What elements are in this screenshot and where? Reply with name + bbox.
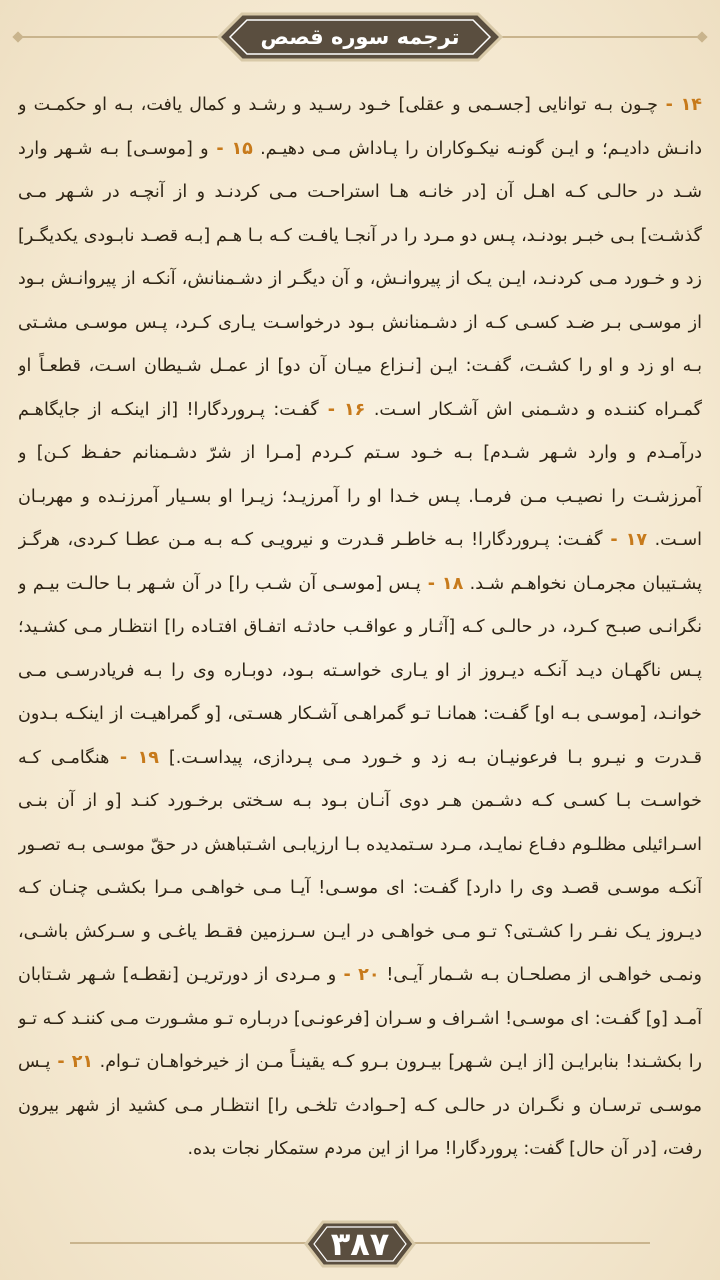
- verse-text: هنگامـی کـه خواسـت بـا کسـی کـه دشـمن هـر دوی آنـان بـود بـه سـختی برخـورد کنـد [و از آن بنـی اسـرائیلی مظلـوم دفـاع نمایـد، مـرد سـتمدیده بـا ارزیابـی اشـتباهش در حقّ موسـی بـه تصـور آنکـه موسـی قصـد وی را دارد] گفـت: ای موسـی! آیـا مـی خواهـی مـرا بکشـی چنـان کـه دیـروز یـک نفـر را کشـتی؟ تـو مـی خواهـی در ایـن سـرزمین فقـط یاغـی و سـرکش باشـی، ونمـی خواهـی از مصلحـان بـه شـمار آیـی!: [18, 747, 702, 985]
- verse-text: و [موسـی] بـه شـهر وارد شـد در حالـی کـه اهـل آن [در خانـه هـا استراحـت مـی کردنـد و از آنچـه در شـهر مـی گذشـت] بـی خبـر بودنـد، پـس دو مـرد را در آنجـا یافـت کـه بـا هـم [بـه قصـد نابـودی یکدیگـر] زد و خـورد مـی کردنـد، ایـن یـک از پیروانـش، و آن دیگـر از دشـمنانش، آنکـه از پیروانـش بـود از موسـی بـر ضـد کسـی کـه از دشـمنانش بـود درخواسـت یـاری کـرد، پـس موسـی مشـتی بـه او زد و او را کشـت، گفـت: ایـن [نـزاع میـان آن دو] از عمـل شـیطان اسـت، قطعـاً او گمـراه کننـده و دشـمنی اش آشـکار اسـت.: [18, 138, 702, 420]
- translation-text: [18, 84, 702, 1212]
- title-badge: [216, 11, 504, 63]
- verse-number: ۱۸ -: [420, 573, 464, 594]
- page-title: ترجمه سوره قصص: [260, 25, 460, 49]
- page-number-badge: [303, 1219, 417, 1269]
- verse-text: پـس [موسـی آن شـب را] در آن شـهر بـا حالـت بیـم و نگرانـی صبـح کـرد، در حالـی کـه [آثـار و عواقـب حادثـه اتفـاق افتـاده را] انتظـار مـی کشـید؛ پـس ناگهـان دیـد آنکـه دیـروز از او یـاری خواسـته بـود، دوبـاره وی را بـه فریادرسـی مـی خوانـد، [موسـی بـه او] گفـت: همانـا تـو گمراهـی آشـکار هسـتی، [و گمراهیـت از اینکـه بـدون قـدرت و نیـرو بـا فرعونیـان بـه زد و خـورد مـی پـردازی، پیداسـت.]: [18, 573, 702, 768]
- verse-text: گفـت: پـروردگارا! بـه خاطـر قـدرت و نیرویـی کـه بـه مـن عطـا کـردی، هرگـز پشـتیبان مجرمـان نخواهـم شـد.: [18, 530, 702, 594]
- page-number: ۳۸۷: [330, 1225, 390, 1263]
- verse-text: پـس موسـی ترسـان و نگـران در حالـی کـه [حـوادث تلخـی را] انتظـار مـی کشید از شهر بیرون رفت، [در آن حال] گفت: پروردگارا! مرا از این مردم ستمکار نجات بده.: [18, 1052, 702, 1159]
- verse-number: ۲۰ -: [336, 965, 380, 985]
- verse-text: گفـت: پـروردگارا! [از اینکـه از جایگاهـم درآمـدم و وارد شـهر شـدم] بـه خـود سـتم کـردم [مـرا از شرّ دشـمنانم حفـظ کـن] و آمرزشـت را نصیـب مـن فرمـا. پـس خـدا او را آمرزیـد؛ زیـرا او بسـیار آمرزنـده و مهربـان اسـت.: [18, 399, 702, 550]
- verse-number: ۲۱ -: [50, 1052, 94, 1072]
- verse-text: چـون بـه توانایی [جسـمی و عقلی] خـود رسـید و رشـد و کمال یافت، بـه او حکمـت و دانـش دادیـم؛ و ایـن گونـه نیکـوکاران را پـاداش مـی دهیـم.: [18, 95, 702, 159]
- translation-paragraph: [18, 84, 702, 1172]
- verse-number: ۱۶ -: [318, 399, 366, 420]
- verse-number: ۱۵ -: [208, 138, 253, 159]
- verse-number: ۱۷ -: [602, 530, 648, 550]
- verse-text: و مـردی از دورتریـن [نقطـه] شـهر شـتابان آمـد [و] گفـت: ای موسـی! اشـراف و سـران [فرعونـی] دربـاره تـو مشـورت مـی کننـد کـه تـو را بکشـند! بنابرایـن [از ایـن شـهر] بیـرون بـرو کـه یقینـاً مـن از خیرخواهـان تـوام.: [18, 965, 702, 1072]
- verse-number: ۱۴ -: [657, 95, 702, 115]
- verse-number: ۱۹ -: [109, 747, 159, 768]
